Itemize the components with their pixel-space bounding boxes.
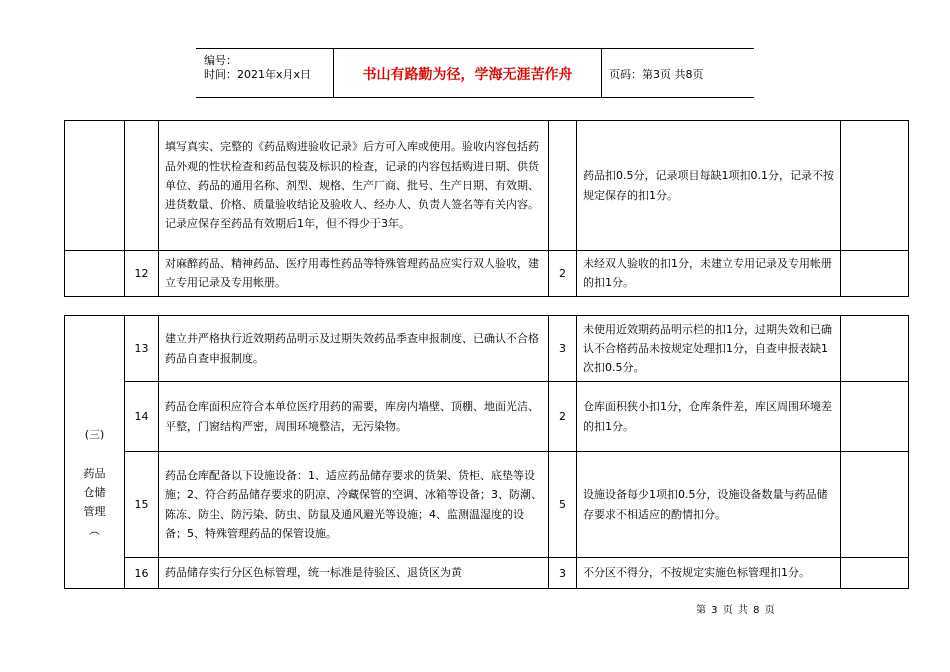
item-description: 药品储存实行分区色标管理，统一标准是待验区、退货区为黄: [159, 558, 549, 589]
header-divider: [601, 49, 602, 97]
inspection-table-top: [64, 120, 909, 297]
number-label: 编号：: [204, 54, 237, 67]
item-description: 对麻醉药品、精神药品、医疗用毒性药品等特殊管理药品应实行双人验收，建立专用记录及专用帐册。: [159, 251, 549, 297]
item-description: 药品仓库配备以下设施设备：1、适应药品储存要求的货架、货柜、底垫等设施；2、符合药品储存要求的阴凉、冷藏保管的空调、冰箱等设备；3、防潮、陈冻、防尘、防污染、防虫、防鼠及通风避光等设施；4、监测温湿度的设备；5、特殊管理药品的保管设施。: [159, 452, 549, 558]
scoring-criteria: 仓库面积狭小扣1分，仓库条件差，库区周围环境差的扣1分。: [577, 382, 841, 452]
page-header: [196, 48, 754, 98]
category-cell: [65, 316, 125, 589]
item-description: 建立并严格执行近效期药品明示及过期失效药品季查申报制度、已确认不合格药品自查申报制度。: [159, 316, 549, 382]
remark-cell: [841, 316, 909, 382]
remark-cell: [841, 558, 909, 589]
scoring-criteria: 不分区不得分，不按规定实施色标管理扣1分。: [577, 558, 841, 589]
category-label: (三) 药品 仓储 管理 ︵: [83, 427, 106, 537]
inspection-table-bottom: [64, 315, 909, 589]
time-label: 时间：2021年x月x日: [204, 68, 312, 81]
item-number: 16: [125, 558, 159, 589]
table-row: [65, 316, 909, 382]
item-number: 14: [125, 382, 159, 452]
motto: 书山有路勤为径，学海无涯苦作舟: [362, 67, 573, 83]
scoring-criteria: 设施设备每少1项扣0.5分，设施设备数量与药品储存要求不相适应的酌情扣分。: [577, 452, 841, 558]
item-score: 2: [549, 382, 577, 452]
table-row: [65, 382, 909, 452]
item-score: 5: [549, 452, 577, 558]
remark-cell: [841, 121, 909, 251]
scoring-criteria: 未使用近效期药品明示栏的扣1分，过期失效和已确认不合格药品未按规定处理扣1分，自查申报表缺1次扣0.5分。: [577, 316, 841, 382]
item-score: 3: [549, 316, 577, 382]
item-description: 填写真实、完整的《药品购进验收记录》后方可入库或使用。验收内容包括药品外观的性状检查和药品包装及标识的检查，记录的内容包括购进日期、供货单位、药品的通用名称、剂型、规格、生产厂商、批号、生产日期、有效期、进货数量、价格、质量验收结论及验收人、经办人、负责人签名等有关内容。记录应保存至药品有效期后1年，但不得少于3年。: [159, 121, 549, 251]
item-score: 3: [549, 558, 577, 589]
item-description: 药品仓库面积应符合本单位医疗用药的需要，库房内墙壁、顶棚、地面光洁、平整，门窗结构严密，周围环境整洁，无污染物。: [159, 382, 549, 452]
table-row: [65, 121, 909, 251]
remark-cell: [841, 382, 909, 452]
item-number: 12: [125, 251, 159, 297]
item-number: 15: [125, 452, 159, 558]
category-cell: [65, 251, 125, 297]
table-row: [65, 558, 909, 589]
item-number: [125, 121, 159, 251]
item-number: 13: [125, 316, 159, 382]
scoring-criteria: 药品扣0.5分，记录项目每缺1项扣0.1分，记录不按规定保存的扣1分。: [577, 121, 841, 251]
item-score: 2: [549, 251, 577, 297]
scoring-criteria: 未经双人验收的扣1分，未建立专用记录及专用帐册的扣1分。: [577, 251, 841, 297]
remark-cell: [841, 251, 909, 297]
table-row: [65, 452, 909, 558]
page-footer: 第 3 页 共 8 页: [696, 605, 776, 616]
remark-cell: [841, 452, 909, 558]
page-indicator: 页码：第3页 共8页: [609, 68, 704, 81]
item-score: [549, 121, 577, 251]
category-cell: [65, 121, 125, 251]
table-row: [65, 251, 909, 297]
